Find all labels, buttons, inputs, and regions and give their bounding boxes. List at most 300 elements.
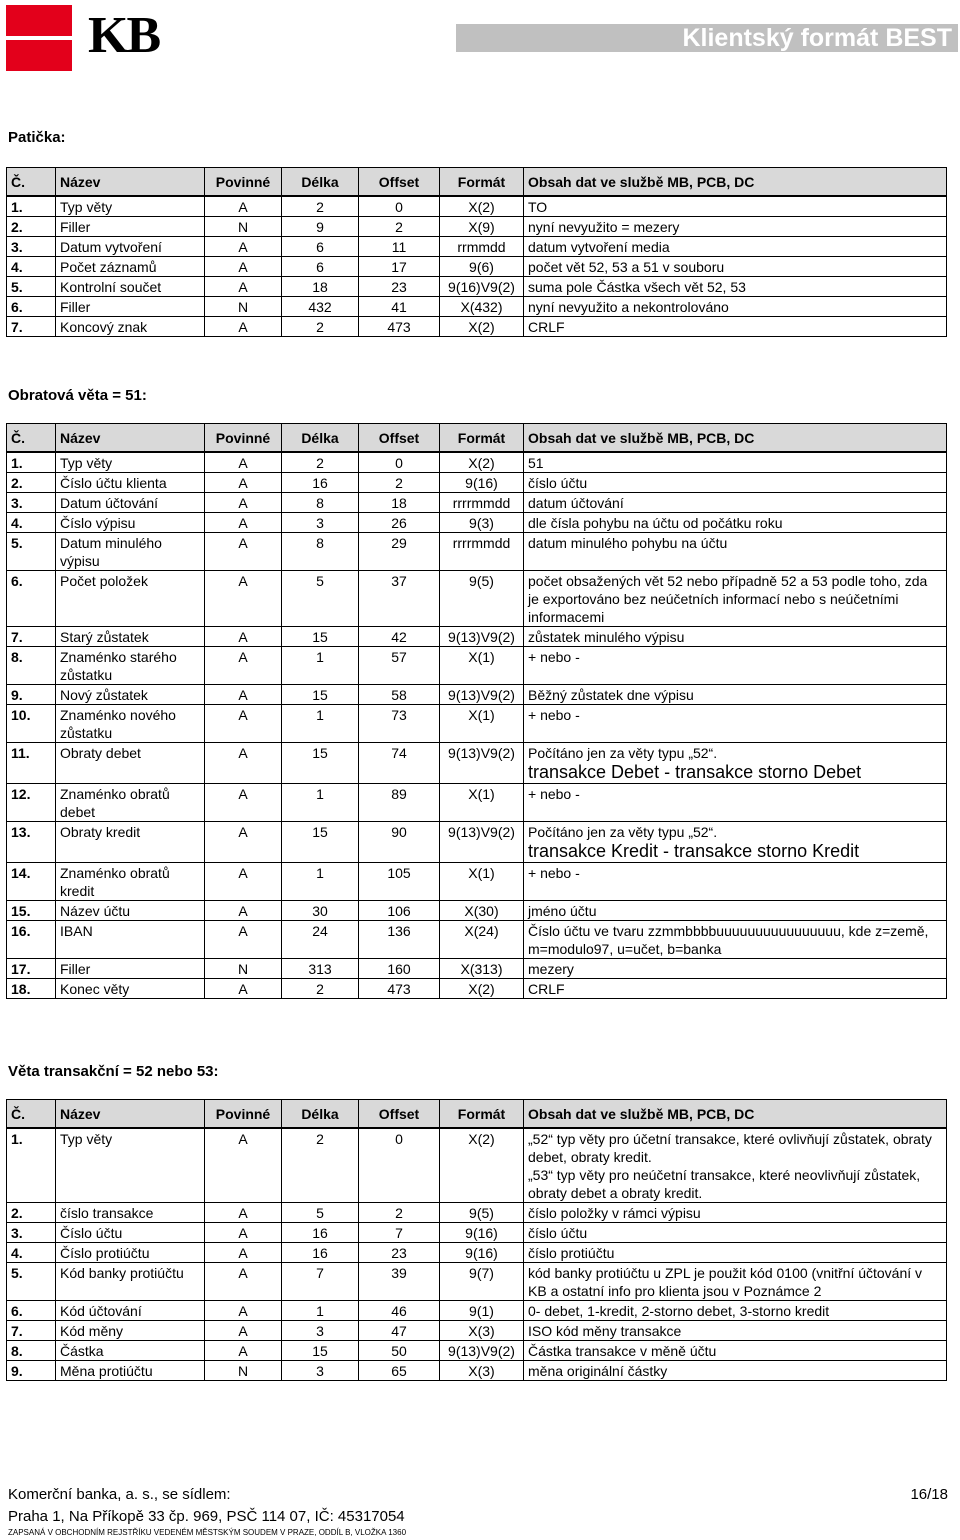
- table-cell: [440, 685, 524, 705]
- cell-text: 5.: [11, 535, 23, 551]
- cell-text: Datum vytvoření: [60, 239, 162, 255]
- cell-text: X(30): [464, 903, 499, 919]
- table-cell: [282, 473, 359, 493]
- table-cell: [524, 493, 947, 513]
- cell-text: A: [238, 707, 248, 723]
- cell-text: Částka transakce v měně účtu: [528, 1343, 717, 1359]
- cell-text: + nebo -: [528, 865, 580, 881]
- table-cell: [440, 784, 524, 822]
- cell-text: 5.: [11, 1265, 23, 1281]
- table-cell: [7, 863, 56, 901]
- cell-text: Nový zůstatek: [60, 687, 148, 703]
- cell-text: 15.: [11, 903, 31, 919]
- table-cell: [359, 513, 440, 533]
- table-row: [7, 705, 947, 743]
- cell-text: 473: [387, 981, 411, 997]
- table-cell: [524, 196, 947, 217]
- table-cell: [440, 257, 524, 277]
- cell-text: X(2): [468, 1131, 495, 1147]
- column-header: Délka: [282, 1100, 359, 1129]
- cell-text: X(2): [468, 981, 495, 997]
- table-cell: [282, 493, 359, 513]
- cell-text: X(2): [468, 455, 495, 471]
- table-cell: [205, 979, 282, 999]
- cell-text: A: [238, 1323, 248, 1339]
- cell-text: suma pole Částka všech vět 52, 53: [528, 279, 746, 295]
- table-cell: [359, 647, 440, 685]
- table-cell: [282, 237, 359, 257]
- table-cell: [282, 217, 359, 237]
- cell-text: 42: [391, 629, 407, 645]
- cell-text: datum vytvoření media: [528, 239, 670, 255]
- table-row: [7, 685, 947, 705]
- cell-text: X(1): [468, 707, 495, 723]
- cell-text: Filler: [60, 961, 91, 977]
- table-cell: [440, 1243, 524, 1263]
- column-header: Formát: [440, 1100, 524, 1129]
- table-row: [7, 257, 947, 277]
- cell-text: 9(7): [469, 1265, 494, 1281]
- table-cell: [7, 685, 56, 705]
- cell-text: 8: [316, 495, 324, 511]
- table-cell: [7, 901, 56, 921]
- table-cell: [282, 196, 359, 217]
- table-cell: [524, 1263, 947, 1301]
- table-header-row: [7, 424, 947, 453]
- cell-text: Filler: [60, 219, 91, 235]
- cell-text: A: [238, 279, 248, 295]
- kb-logo-text: KB: [88, 7, 160, 64]
- cell-text: A: [238, 239, 248, 255]
- cell-text: A: [238, 865, 248, 881]
- table-cell: [440, 979, 524, 999]
- table-cell: [56, 784, 205, 822]
- cell-text: 1.: [11, 199, 23, 215]
- table-cell: [205, 257, 282, 277]
- table-cell: [359, 196, 440, 217]
- cell-text: Koncový znak: [60, 319, 148, 335]
- table-cell: [524, 217, 947, 237]
- cell-text: A: [238, 199, 248, 215]
- cell-text: A: [238, 319, 248, 335]
- transaction-section-title: Věta transakční = 52 nebo 53:: [8, 1063, 219, 1080]
- cell-text: 1.: [11, 1131, 23, 1147]
- cell-text: 2: [316, 1131, 324, 1147]
- table-cell: [282, 571, 359, 627]
- cell-text: 46: [391, 1303, 407, 1319]
- table-cell: [359, 571, 440, 627]
- cell-text: datum minulého pohybu na účtu: [528, 535, 728, 551]
- cell-text: 7: [316, 1265, 324, 1281]
- cell-text: 6: [316, 259, 324, 275]
- cell-text: 14.: [11, 865, 31, 881]
- table-cell: [359, 1223, 440, 1243]
- table-cell: [7, 217, 56, 237]
- cell-text: X(2): [468, 319, 495, 335]
- cell-text: 9(16): [465, 1245, 498, 1261]
- cell-text: 1: [316, 649, 324, 665]
- cell-text: zůstatek minulého výpisu: [528, 629, 685, 645]
- table-cell: [56, 1301, 205, 1321]
- footer-company-line: Komerční banka, a. s., se sídlem:: [8, 1486, 231, 1503]
- column-header: Název: [56, 1100, 205, 1129]
- cell-text: 3: [316, 515, 324, 531]
- table-cell: [440, 317, 524, 337]
- cell-text: „52“ typ věty pro účetní transakce, které ovlivňují zůstatek, obraty debet, obraty kredit.: [528, 1131, 932, 1165]
- table-cell: [524, 921, 947, 959]
- cell-text: 2: [395, 1205, 403, 1221]
- column-header: Č.: [7, 168, 56, 197]
- cell-text: 0- debet, 1-kredit, 2-storno debet, 3-storno kredit: [528, 1303, 830, 1319]
- table-cell: [56, 257, 205, 277]
- cell-text: 6.: [11, 299, 23, 315]
- turnover-note: transakce Debet - transakce storno Debet: [528, 762, 862, 782]
- cell-text: A: [238, 923, 248, 939]
- table-cell: [282, 901, 359, 921]
- cell-text: 23: [391, 1245, 407, 1261]
- table-cell: [205, 822, 282, 863]
- cell-text: kód banky protiúčtu u ZPL je použit kód 0100 (vnitřní účtování v KB a ostatní info pro klienta jsou v Poznámce 2: [528, 1265, 923, 1299]
- table-row: [7, 1361, 947, 1381]
- cell-text: Název účtu: [60, 903, 131, 919]
- cell-text: 8.: [11, 1343, 23, 1359]
- table-cell: [205, 1341, 282, 1361]
- table-row: [7, 627, 947, 647]
- cell-text: Kód měny: [60, 1323, 124, 1339]
- table-cell: [282, 1128, 359, 1203]
- cell-text: 18: [312, 279, 328, 295]
- table-row: [7, 921, 947, 959]
- cell-text: 9(5): [469, 1205, 494, 1221]
- table-cell: [282, 979, 359, 999]
- table-cell: [524, 979, 947, 999]
- table-row: [7, 979, 947, 999]
- cell-text: 57: [391, 649, 407, 665]
- table-row: [7, 277, 947, 297]
- cell-text: X(3): [468, 1363, 495, 1379]
- table-cell: [7, 1203, 56, 1223]
- cell-text: X(1): [468, 865, 495, 881]
- cell-text: Počet záznamů: [60, 259, 157, 275]
- table-cell: [205, 452, 282, 473]
- table-cell: [524, 901, 947, 921]
- table-cell: [7, 1223, 56, 1243]
- cell-text: 7: [395, 1225, 403, 1241]
- table-cell: [524, 452, 947, 473]
- cell-text: 15: [312, 824, 328, 840]
- table-cell: [56, 1223, 205, 1243]
- table-cell: [205, 921, 282, 959]
- table-cell: [282, 257, 359, 277]
- cell-text: rrrrmmdd: [452, 495, 511, 511]
- cell-text: Znaménko nového zůstatku: [60, 707, 176, 741]
- column-header: Povinné: [205, 424, 282, 453]
- cell-text: 29: [391, 535, 407, 551]
- table-row: [7, 196, 947, 217]
- table-cell: [56, 317, 205, 337]
- table-cell: [359, 317, 440, 337]
- table-row: [7, 473, 947, 493]
- table-cell: [56, 959, 205, 979]
- cell-text: 9(16): [465, 475, 498, 491]
- table-cell: [359, 1301, 440, 1321]
- table-cell: [56, 647, 205, 685]
- cell-text: 1.: [11, 455, 23, 471]
- table-cell: [359, 1243, 440, 1263]
- table-cell: [56, 1321, 205, 1341]
- table-cell: [440, 921, 524, 959]
- cell-text: 3.: [11, 495, 23, 511]
- table-cell: [205, 473, 282, 493]
- table-cell: [524, 863, 947, 901]
- cell-text: 16.: [11, 923, 31, 939]
- table-cell: [205, 237, 282, 257]
- table-cell: [205, 513, 282, 533]
- table-cell: [7, 627, 56, 647]
- cell-text: 9(13)V9(2): [448, 745, 515, 761]
- table-cell: [56, 627, 205, 647]
- table-row: [7, 533, 947, 571]
- cell-text: 3.: [11, 1225, 23, 1241]
- table-cell: [524, 743, 947, 784]
- table-cell: [205, 533, 282, 571]
- table-cell: [282, 1321, 359, 1341]
- cell-text: X(2): [468, 199, 495, 215]
- table-cell: [440, 1301, 524, 1321]
- table-row: [7, 317, 947, 337]
- cell-text: 15: [312, 1343, 328, 1359]
- cell-text: číslo účtu: [528, 475, 588, 491]
- cell-text: Počítáno jen za věty typu „52“.: [528, 824, 718, 840]
- cell-text: 18: [391, 495, 407, 511]
- cell-text: A: [238, 649, 248, 665]
- table-cell: [205, 297, 282, 317]
- cell-text: X(313): [460, 961, 503, 977]
- table-cell: [359, 705, 440, 743]
- cell-text: 6.: [11, 573, 23, 589]
- cell-text: 0: [395, 1131, 403, 1147]
- cell-text: 65: [391, 1363, 407, 1379]
- table-cell: [359, 959, 440, 979]
- table-cell: [7, 1341, 56, 1361]
- cell-text: rrmmdd: [457, 239, 506, 255]
- table-cell: [440, 627, 524, 647]
- table-cell: [7, 493, 56, 513]
- table-cell: [524, 533, 947, 571]
- page-number: 16/18: [910, 1486, 948, 1503]
- cell-text: N: [237, 1363, 249, 1379]
- cell-text: A: [238, 475, 248, 491]
- cell-text: 2.: [11, 1205, 23, 1221]
- cell-text: X(432): [460, 299, 503, 315]
- cell-text: Znaménko obratů debet: [60, 786, 170, 820]
- table-cell: [205, 277, 282, 297]
- table-cell: [205, 1223, 282, 1243]
- cell-text: Číslo výpisu: [60, 515, 136, 531]
- table-cell: [282, 863, 359, 901]
- cell-text: + nebo -: [528, 786, 580, 802]
- cell-text: Konec věty: [60, 981, 130, 997]
- table-row: [7, 743, 947, 784]
- table-row: [7, 901, 947, 921]
- table-cell: [524, 297, 947, 317]
- cell-text: IBAN: [60, 923, 93, 939]
- table-cell: [7, 705, 56, 743]
- table-cell: [205, 217, 282, 237]
- table-cell: [359, 493, 440, 513]
- table-cell: [7, 784, 56, 822]
- cell-text: 11.: [11, 745, 30, 761]
- cell-text: CRLF: [528, 319, 565, 335]
- table-cell: [56, 705, 205, 743]
- table-cell: [205, 685, 282, 705]
- cell-text: měna originální částky: [528, 1363, 668, 1379]
- table-row: [7, 784, 947, 822]
- table-cell: [56, 1341, 205, 1361]
- table-cell: [7, 571, 56, 627]
- table-cell: [440, 571, 524, 627]
- column-header: Délka: [282, 424, 359, 453]
- table-cell: [282, 822, 359, 863]
- table-cell: [282, 533, 359, 571]
- cell-text: 9: [316, 219, 324, 235]
- cell-text: 9(5): [469, 573, 494, 589]
- cell-text: Obraty debet: [60, 745, 141, 761]
- table-cell: [440, 473, 524, 493]
- cell-text: 73: [391, 707, 407, 723]
- cell-text: nyní nevyužito a nekontrolováno: [528, 299, 729, 315]
- cell-text: 15: [312, 687, 328, 703]
- table-cell: [56, 921, 205, 959]
- cell-text: 50: [391, 1343, 407, 1359]
- cell-text: Datum účtování: [60, 495, 159, 511]
- cell-text: 7.: [11, 629, 23, 645]
- cell-text: 4.: [11, 259, 23, 275]
- table-cell: [56, 571, 205, 627]
- cell-text: 51: [528, 455, 544, 471]
- table-cell: [282, 277, 359, 297]
- table-cell: [359, 863, 440, 901]
- table-cell: [524, 647, 947, 685]
- record-type-53-note: „53“ typ věty pro neúčetní transakce, které neovlivňují zůstatek, obraty debet a obraty kredit.: [528, 1167, 921, 1201]
- cell-text: 2: [395, 219, 403, 235]
- cell-text: ISO kód měny transakce: [528, 1323, 682, 1339]
- table-cell: [56, 452, 205, 473]
- cell-text: A: [238, 981, 248, 997]
- table-cell: [7, 647, 56, 685]
- cell-text: číslo protiúčtu: [528, 1245, 615, 1261]
- table-cell: [440, 1361, 524, 1381]
- cell-text: 39: [391, 1265, 407, 1281]
- table-cell: [440, 1203, 524, 1223]
- cell-text: 1: [316, 865, 324, 881]
- cell-text: A: [238, 455, 248, 471]
- table-cell: [7, 452, 56, 473]
- cell-text: A: [238, 903, 248, 919]
- cell-text: Znaménko starého zůstatku: [60, 649, 177, 683]
- cell-text: 24: [312, 923, 328, 939]
- table-cell: [359, 297, 440, 317]
- cell-text: 9.: [11, 1363, 23, 1379]
- table-cell: [524, 237, 947, 257]
- cell-text: Běžný zůstatek dne výpisu: [528, 687, 694, 703]
- cell-text: 1: [316, 707, 324, 723]
- table-cell: [524, 1128, 947, 1203]
- table-cell: [205, 647, 282, 685]
- table-cell: [359, 257, 440, 277]
- cell-text: 2: [316, 455, 324, 471]
- cell-text: Číslo účtu: [60, 1225, 123, 1241]
- table-cell: [440, 901, 524, 921]
- table-cell: [205, 571, 282, 627]
- column-header: Č.: [7, 1100, 56, 1129]
- cell-text: Filler: [60, 299, 91, 315]
- table-cell: [56, 297, 205, 317]
- table-cell: [440, 1341, 524, 1361]
- cell-text: 13.: [11, 824, 31, 840]
- cell-text: 15: [312, 629, 328, 645]
- table-cell: [359, 217, 440, 237]
- table-cell: [440, 959, 524, 979]
- cell-text: 41: [391, 299, 407, 315]
- table-cell: [56, 237, 205, 257]
- column-header: Offset: [359, 168, 440, 197]
- table-cell: [282, 1341, 359, 1361]
- table-cell: [282, 297, 359, 317]
- transaction-record-table: [6, 1099, 947, 1381]
- table-cell: [524, 257, 947, 277]
- table-header-row: [7, 1100, 947, 1129]
- cell-text: číslo položky v rámci výpisu: [528, 1205, 701, 1221]
- cell-text: 9(3): [469, 515, 494, 531]
- cell-text: A: [238, 1343, 248, 1359]
- cell-text: 1: [316, 1303, 324, 1319]
- cell-text: Datum minulého výpisu: [60, 535, 162, 569]
- cell-text: 3: [316, 1363, 324, 1379]
- column-header: Formát: [440, 168, 524, 197]
- cell-text: Kontrolní součet: [60, 279, 162, 295]
- cell-text: Číslo účtu klienta: [60, 475, 167, 491]
- cell-text: 9(16)V9(2): [448, 279, 515, 295]
- column-header: Název: [56, 424, 205, 453]
- table-cell: [205, 1361, 282, 1381]
- table-cell: [7, 277, 56, 297]
- table-cell: [440, 743, 524, 784]
- column-header: Obsah dat ve službě MB, PCB, DC: [524, 424, 947, 453]
- cell-text: jméno účtu: [528, 903, 597, 919]
- table-cell: [7, 257, 56, 277]
- table-cell: [359, 1361, 440, 1381]
- cell-text: A: [238, 1265, 248, 1281]
- cell-text: X(24): [464, 923, 499, 939]
- table-cell: [440, 822, 524, 863]
- cell-text: 26: [391, 515, 407, 531]
- cell-text: A: [238, 495, 248, 511]
- cell-text: X(1): [468, 786, 495, 802]
- cell-text: A: [238, 824, 248, 840]
- table-cell: [56, 493, 205, 513]
- table-cell: [205, 901, 282, 921]
- table-cell: [7, 473, 56, 493]
- table-cell: [56, 743, 205, 784]
- table-row: [7, 1223, 947, 1243]
- table-cell: [282, 1263, 359, 1301]
- table-cell: [7, 743, 56, 784]
- cell-text: 473: [387, 319, 411, 335]
- cell-text: 2: [316, 319, 324, 335]
- cell-text: 9(13)V9(2): [448, 687, 515, 703]
- table-cell: [56, 473, 205, 493]
